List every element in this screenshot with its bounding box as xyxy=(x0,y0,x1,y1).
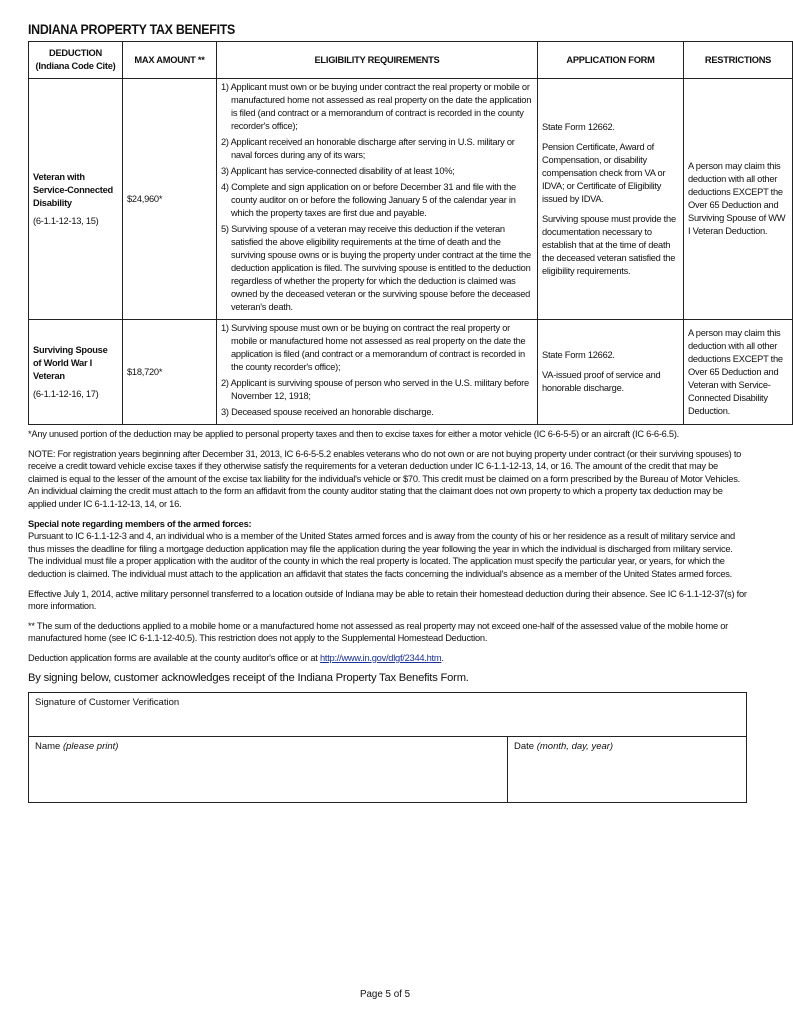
date-hint: (month, day, year) xyxy=(536,740,614,752)
name-label: Name xyxy=(35,740,61,752)
eligibility-cell xyxy=(217,79,538,320)
table-row-ww1-spouse xyxy=(29,320,793,425)
page-number: Page 5 of 5 xyxy=(359,989,411,1000)
table-row-veteran-disability xyxy=(29,79,793,320)
restrictions-cell: A person may claim this deduction with all other deductions EXCEPT the Over 65 Deduction and Veteran with Service-Connected Disability Deduction. xyxy=(684,320,793,425)
signature-label: Signature of Customer Verification xyxy=(35,696,180,708)
special-note-body: Pursuant to IC 6-1.1-12-3 and 4, an individual who is a member of the United States armed forces and is away from the county of his or her residence as a result of military service and thus misses the deadline for filing a mortgage deduction application may file the application during the year following the year in which the individual is discharged from military service. The individual must file a proper application with the auditor of the county in which the real property is located. The application must specify the particular year, or years, for which the deduction is claimed. The individual must attach to the application an affidavit that states the facts concerning the individual's absence as a member of the United States armed forces. xyxy=(28,531,735,579)
deduction-cell xyxy=(29,320,123,425)
table-header-row xyxy=(29,42,793,79)
forms-available-text: Deduction application forms are available at the county auditor's office or at xyxy=(28,652,320,663)
requirement-item: 1) Surviving spouse must own or be buying on contract the real property or mobile or manufactured home not assessed as real property on the date the application is filed (and contract or a memorandum of contract is recorded in the county recorder's office); xyxy=(221,323,526,372)
form-line: Pension Certificate, Award of Compensation, or disability compensation check from VA or IDVA; or Certificate of Eligibility issued by IDVA. xyxy=(542,141,666,204)
name-field[interactable] xyxy=(29,736,508,802)
header-deduction xyxy=(29,42,123,79)
requirement-item: 4) Complete and sign application on or before December 31 and file with the county auditor on or before the following January 5 of the calendar year in which the property taxes are first due and payable. xyxy=(221,182,516,218)
unused-portion-note: *Any unused portion of the deduction may be applied to personal property taxes and then to excise taxes for either a motor vehicle (IC 6-6-5-5) or an aircraft (IC 6-6-6.5). xyxy=(28,429,680,439)
header-restrictions: RESTRICTIONS xyxy=(684,42,793,79)
header-deduction-line1: DEDUCTION xyxy=(48,48,102,58)
forms-link[interactable]: http://www.in.gov/dlgf/2344.htm xyxy=(319,652,442,663)
notes-section xyxy=(28,428,747,665)
requirements-list xyxy=(221,81,533,314)
code-cite: (6-1.1-12-13, 15) xyxy=(33,215,99,226)
registration-note: NOTE: For registration years beginning after December 31, 2013, IC 6-6-5-5.2 enables veterans who do not own or are not buying property under contract (or their surviving spouses) to receive a credit toward vehicle excise taxes if they otherwise satisfy the requirements for a veteran deduction under IC 6-1.1-12-13, 14, or 16. The amount of the credit that may be claimed is equal to the lesser of the amount of the excise tax liability for the individual's vehicle or $70. This credit must be claimed on a form prescribed by the Bureau of Motor Vehicles. An individual claiming the credit must attach to the form an affidavit from the county auditor stating that the claimant does not own property to which a property tax deduction may be applied under IC 6-1.1-12-13, 14, or 16. xyxy=(28,448,742,509)
signature-block xyxy=(28,692,747,803)
signature-field[interactable] xyxy=(29,692,747,736)
forms-available-note xyxy=(28,652,747,665)
eligibility-cell xyxy=(217,320,538,425)
header-max-amount: MAX AMOUNT ** xyxy=(123,42,217,79)
requirement-item: 2) Applicant is surviving spouse of person who served in the U.S. military before November 12, 1918; xyxy=(221,378,529,401)
document-page xyxy=(28,22,786,803)
restrictions-cell: A person may claim this deduction with all other deductions EXCEPT the Over 65 Deduction and Surviving Spouse of WW I Veteran Deduction. xyxy=(684,79,793,320)
date-field[interactable] xyxy=(508,736,747,802)
acknowledgment-text: By signing below, customer acknowledges receipt of the Indiana Property Tax Benefits Form. xyxy=(28,671,469,684)
deduction-name: Veteran with Service-Connected Disability xyxy=(33,171,113,208)
requirement-item: 1) Applicant must own or be buying under contract the real property or mobile or manufactured home not assessed as real property on the date the application is filed (and contract or a memorandum of contract is recorded in the county recorder's office); xyxy=(221,82,532,131)
requirement-item: 2) Applicant received an honorable discharge after serving in U.S. military or naval forces during any of its wars; xyxy=(221,137,515,160)
date-label: Date xyxy=(514,740,535,752)
application-form-cell xyxy=(538,79,684,320)
form-line: Surviving spouse must provide the documentation necessary to establish that at the time of death the deceased veteran satisfied the eligibility requirements. xyxy=(542,213,676,276)
header-eligibility: ELIGIBILITY REQUIREMENTS xyxy=(217,42,538,79)
requirement-item: 3) Applicant has service-connected disability of at least 10%; xyxy=(221,166,455,176)
mobile-home-note: ** The sum of the deductions applied to a mobile home or a manufactured home not assessed as real property may not exceed one-half of the assessed value of the mobile home or manufactured home (see IC 6-1.1-12-40.5). This restriction does not apply to the Supplemental Homestead Deduction. xyxy=(28,620,728,644)
signature-row xyxy=(29,692,747,736)
max-amount: $24,960* xyxy=(123,79,217,320)
deduction-cell xyxy=(29,79,123,320)
requirements-list xyxy=(221,322,533,419)
effective-2014-note: Effective July 1, 2014, active military personnel transferred to a location outside of Indiana may be able to retain their homestead deduction during their absence. See IC 6-1.1-12-37(s) for more information. xyxy=(28,588,747,612)
header-application-form: APPLICATION FORM xyxy=(538,42,684,79)
requirement-item: 3) Deceased spouse received an honorable discharge. xyxy=(221,407,434,417)
forms-available-end: . xyxy=(441,652,444,663)
benefits-table xyxy=(28,41,793,425)
code-cite: (6-1.1-12-16, 17) xyxy=(33,388,99,399)
max-amount: $18,720* xyxy=(123,320,217,425)
form-line: State Form 12662. xyxy=(542,121,615,132)
form-line: VA-issued proof of service and honorable discharge. xyxy=(542,370,661,393)
name-hint: (please print) xyxy=(62,740,119,752)
header-deduction-line2: (Indiana Code Cite) xyxy=(35,61,116,71)
requirement-item: 5) Surviving spouse of a veteran may receive this deduction if the veteran satisfied the above eligibility requirements at the time of death and the surviving spouse owns or is buying the property under contract at the time the deduction application is filed. The surviving spouse is entitled to the deduction regardless of whether the property for which the deduction is claimed was owned by the deceased veteran or the surviving spouse before the deceased veteran's death. xyxy=(221,224,531,312)
page-title: INDIANA PROPERTY TAX BENEFITS xyxy=(28,22,236,37)
form-line: State Form 12662. xyxy=(542,350,615,360)
special-note-title: Special note regarding members of the armed forces: xyxy=(28,518,252,529)
deduction-name: Surviving Spouse of World War I Veteran xyxy=(33,344,108,381)
name-date-row xyxy=(29,736,747,802)
application-form-cell xyxy=(538,320,684,425)
